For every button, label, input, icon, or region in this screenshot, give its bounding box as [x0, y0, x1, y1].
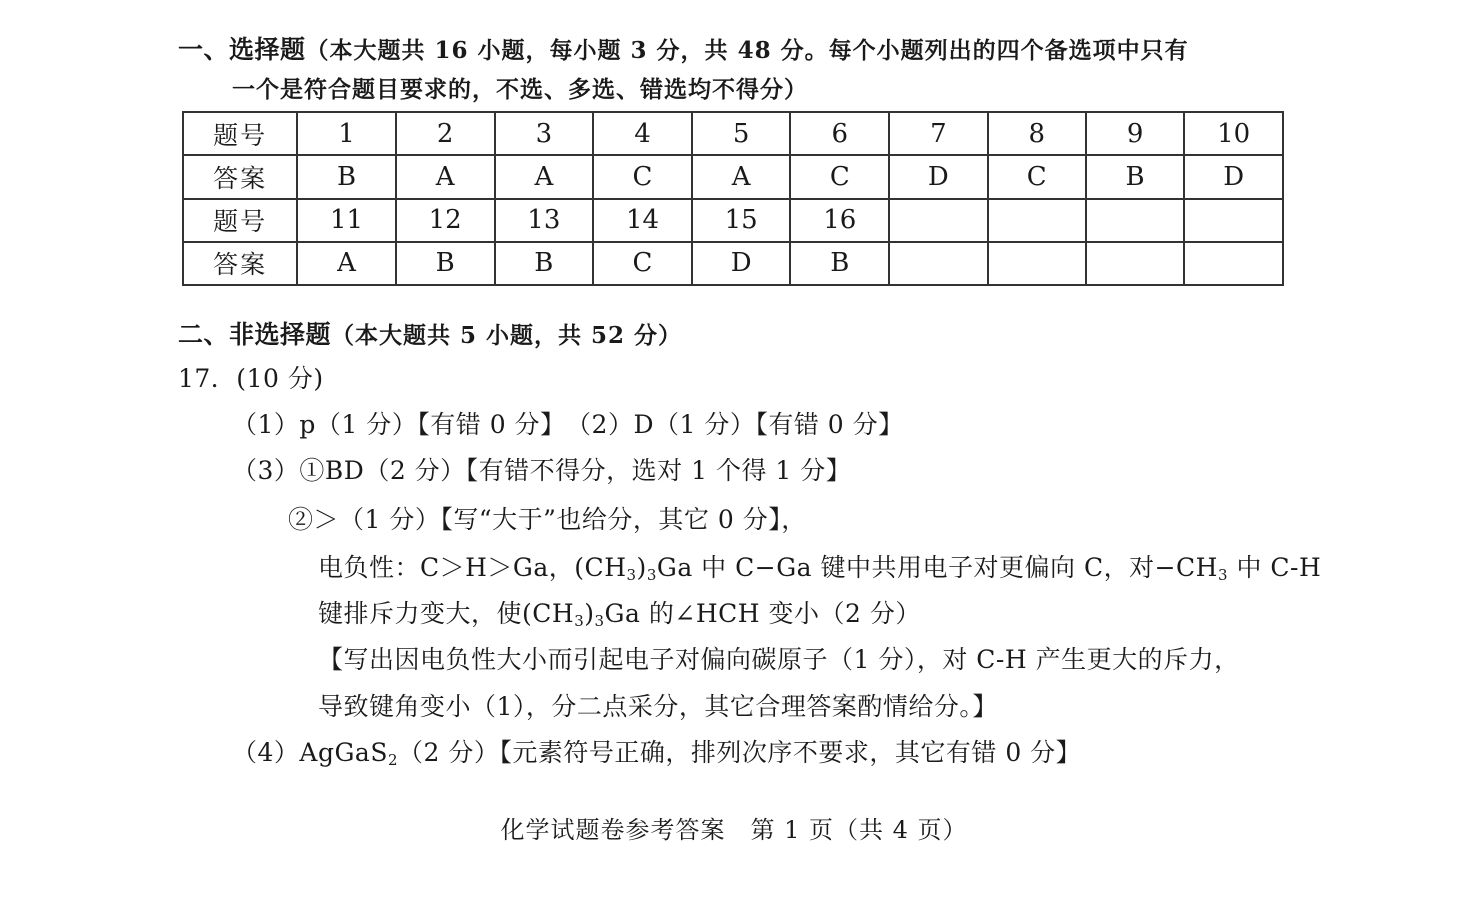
- subscript: 3: [594, 612, 605, 630]
- q17-part-3-2: ②＞（1 分）【写“大于”也给分，其它 0 分】，: [288, 505, 807, 534]
- table-cell: [988, 242, 1086, 285]
- table-cell: [1086, 242, 1184, 285]
- table-row-header: 答案: [183, 155, 297, 198]
- table-cell: 14: [593, 199, 692, 242]
- q17-part-3-5: 【写出因电负性大小而引起电子对偏向碳原子（1 分），对 C-H 产生更大的斥力，: [318, 645, 1240, 674]
- q17-text: Ga 的∠HCH 变小（2 分）: [604, 599, 921, 628]
- q17-part-3-6: 导致键角变小（1），分二点采分，其它合理答案酌情给分。】: [318, 692, 998, 721]
- table-row-header: 题号: [183, 112, 297, 155]
- table-cell: C: [593, 155, 692, 198]
- table-cell: [1086, 199, 1184, 242]
- table-cell: D: [692, 242, 791, 285]
- table-cell: B: [1086, 155, 1184, 198]
- table-cell: 3: [495, 112, 594, 155]
- table-cell: D: [1184, 155, 1283, 198]
- table-cell: 11: [297, 199, 396, 242]
- section1-heading: [178, 35, 1189, 66]
- section2-title: 二、非选择题: [178, 320, 332, 349]
- table-row: [183, 242, 1283, 285]
- table-cell: 8: [988, 112, 1086, 155]
- table-cell: 6: [790, 112, 889, 155]
- table-cell: 9: [1086, 112, 1184, 155]
- table-cell: [889, 242, 987, 285]
- table-cell: 5: [692, 112, 791, 155]
- table-cell: B: [790, 242, 889, 285]
- q17-text: ): [636, 553, 647, 582]
- table-cell: B: [396, 242, 495, 285]
- subscript: 2: [387, 751, 399, 769]
- table-cell: 13: [495, 199, 594, 242]
- q17-part-4: [232, 738, 1081, 768]
- table-cell: [1184, 199, 1283, 242]
- section2-heading: [178, 320, 682, 351]
- q17-text: （2 分）【元素符号正确，排列次序不要求，其它有错 0 分】: [398, 738, 1082, 767]
- q17-part-3-1: （3）①BD（2 分）【有错不得分，选对 1 个得 1 分】: [232, 456, 852, 485]
- subscript: 3: [646, 566, 657, 584]
- table-cell: [1184, 242, 1283, 285]
- table-row: [183, 155, 1283, 198]
- subscript: 3: [574, 612, 585, 630]
- table-cell: [889, 199, 987, 242]
- table-cell: A: [297, 242, 396, 285]
- table-cell: 16: [790, 199, 889, 242]
- table-row: [183, 199, 1283, 242]
- q17-part-3-4: [318, 599, 921, 629]
- answer-table: [182, 111, 1284, 286]
- table-cell: A: [692, 155, 791, 198]
- page-footer: 化学试题卷参考答案 第 1 页（共 4 页）: [500, 816, 968, 844]
- section1-desc-line2: 一个是符合题目要求的，不选、多选、错选均不得分）: [232, 76, 808, 103]
- table-cell: D: [889, 155, 987, 198]
- table-cell: C: [988, 155, 1086, 198]
- table-cell: 7: [889, 112, 987, 155]
- table-cell: 1: [297, 112, 396, 155]
- q17-text: ): [584, 599, 595, 628]
- q17-heading: 17．(10 分): [178, 364, 324, 393]
- subscript: 3: [626, 566, 637, 584]
- q17-text: 中 C-H: [1228, 553, 1322, 582]
- subscript: 3: [1217, 566, 1229, 584]
- q17-text: 键排斥力变大，使(CH: [318, 599, 575, 628]
- table-row-header: 答案: [183, 242, 297, 285]
- table-cell: C: [593, 242, 692, 285]
- table-cell: A: [396, 155, 495, 198]
- table-cell: C: [790, 155, 889, 198]
- q17-part-3-3: [318, 553, 1321, 583]
- section2-desc: （本大题共 5 小题，共 52 分）: [331, 322, 683, 349]
- section1-desc-line1: （本大题共 16 小题，每小题 3 分，共 48 分。每个小题列出的四个备选项中只有: [305, 37, 1189, 64]
- table-cell: B: [297, 155, 396, 198]
- table-row-header: 题号: [183, 199, 297, 242]
- section1-title: 一、选择题: [178, 35, 306, 64]
- table-cell: B: [495, 242, 594, 285]
- table-cell: [988, 199, 1086, 242]
- table-cell: 2: [396, 112, 495, 155]
- q17-text: 电负性：C＞H＞Ga，(CH: [318, 553, 627, 582]
- table-row: [183, 112, 1283, 155]
- table-cell: 15: [692, 199, 791, 242]
- table-cell: 12: [396, 199, 495, 242]
- table-cell: 4: [593, 112, 692, 155]
- q17-text: Ga 中 C−Ga 键中共用电子对更偏向 C，对−CH: [656, 553, 1218, 582]
- table-cell: 10: [1184, 112, 1283, 155]
- table-cell: A: [495, 155, 594, 198]
- q17-text: （4）AgGaS: [232, 738, 388, 767]
- q17-part-1-2: （1）p（1 分）【有错 0 分】 （2）D（1 分）【有错 0 分】: [232, 410, 904, 439]
